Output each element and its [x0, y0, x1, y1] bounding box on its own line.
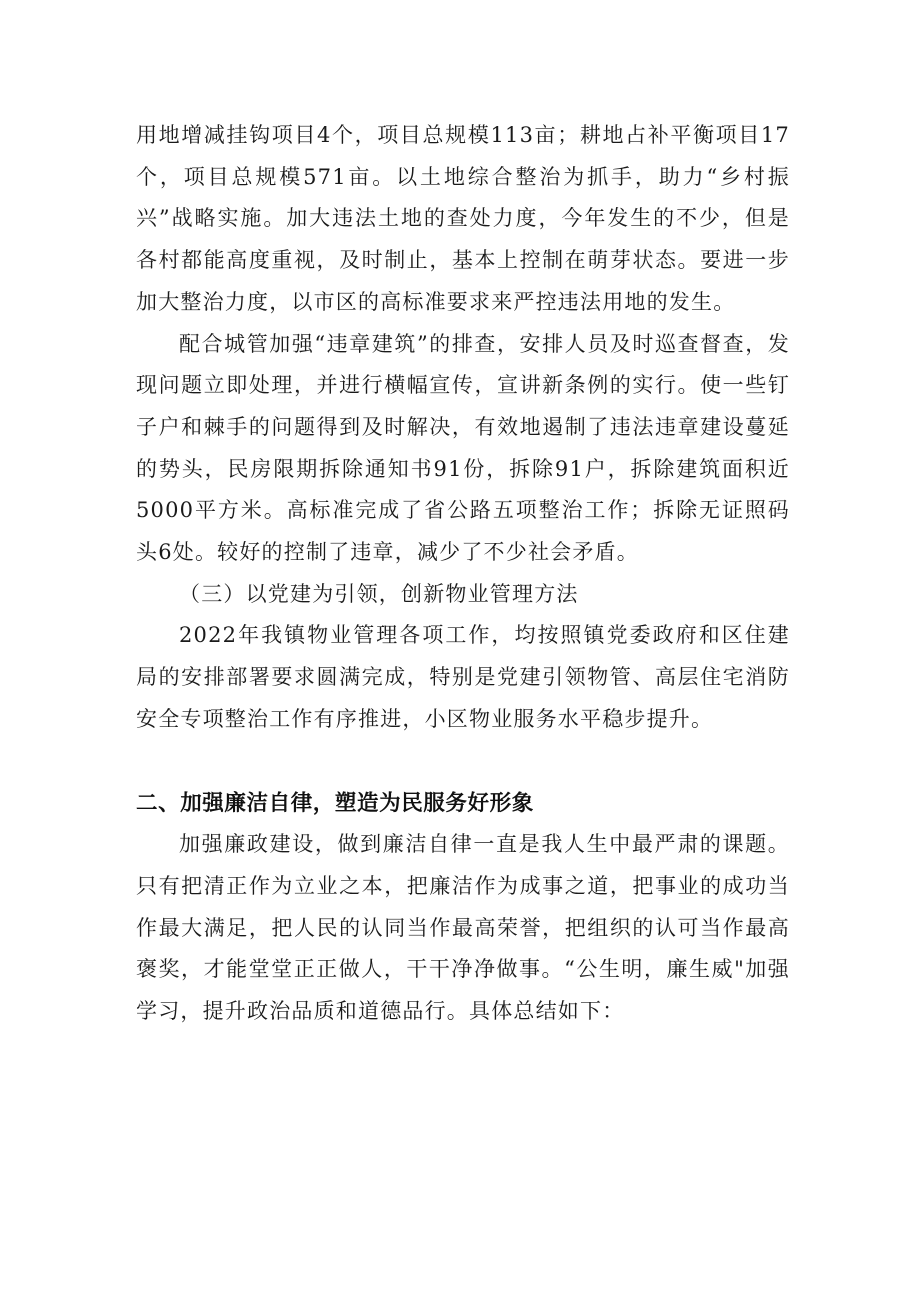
subheading-property-management: （三）以党建为引领，创新物业管理方法 — [179, 581, 579, 606]
paragraph-integrity: 加强廉政建设，做到廉洁自律一直是我人生中最严肃的课题。只有把清正作为立业之本，把廉洁作为成事之道，把事业的成功当作最大满足，把人民的认同当作最高荣誉，把组织的认可当作最高褒奖，才能堂堂正正做人，干干净净做事。“公生明，廉生威"加强学习，提升政治品质和道德品行。具体总结如下： — [136, 832, 790, 1024]
paragraph-land-consolidation: 用地增减挂钩项目4个，项目总规模113亩；耕地占补平衡项目17个，项目总规模571亩。以土地综合整治为抓手，助力“乡村振兴”战略实施。加大违法土地的查处力度，今年发生的不少，但是各村都能高度重视，及时制止，基本上控制在萌芽状态。要进一步加大整治力度，以市区的高标准要求来严控违法用地的发生。 — [136, 123, 790, 314]
section-heading-integrity: 二、加强廉洁自律，塑造为民服务好形象 — [136, 790, 534, 816]
paragraph-illegal-buildings: 配合城管加强“违章建筑”的排查，安排人员及时巡查督查，发现问题立即处理，并进行横幅宣传，宣讲新条例的实行。使一些钉子户和棘手的问题得到及时解决，有效地遏制了违法违章建设蔓延的势头，民房限期拆除通知书91份，拆除91户，拆除建筑面积近5000平方米。高标准完成了省公路五项整治工作；拆除无证照码头6处。较好的控制了违章，减少了不少社会矛盾。 — [136, 331, 790, 565]
document-body — [136, 115, 790, 1033]
paragraph-property-management: 2022年我镇物业管理各项工作，均按照镇党委政府和区住建局的安排部署要求圆满完成，特别是党建引领物管、高层住宅消防安全专项整治工作有序推进，小区物业服务水平稳步提升。 — [136, 623, 790, 731]
